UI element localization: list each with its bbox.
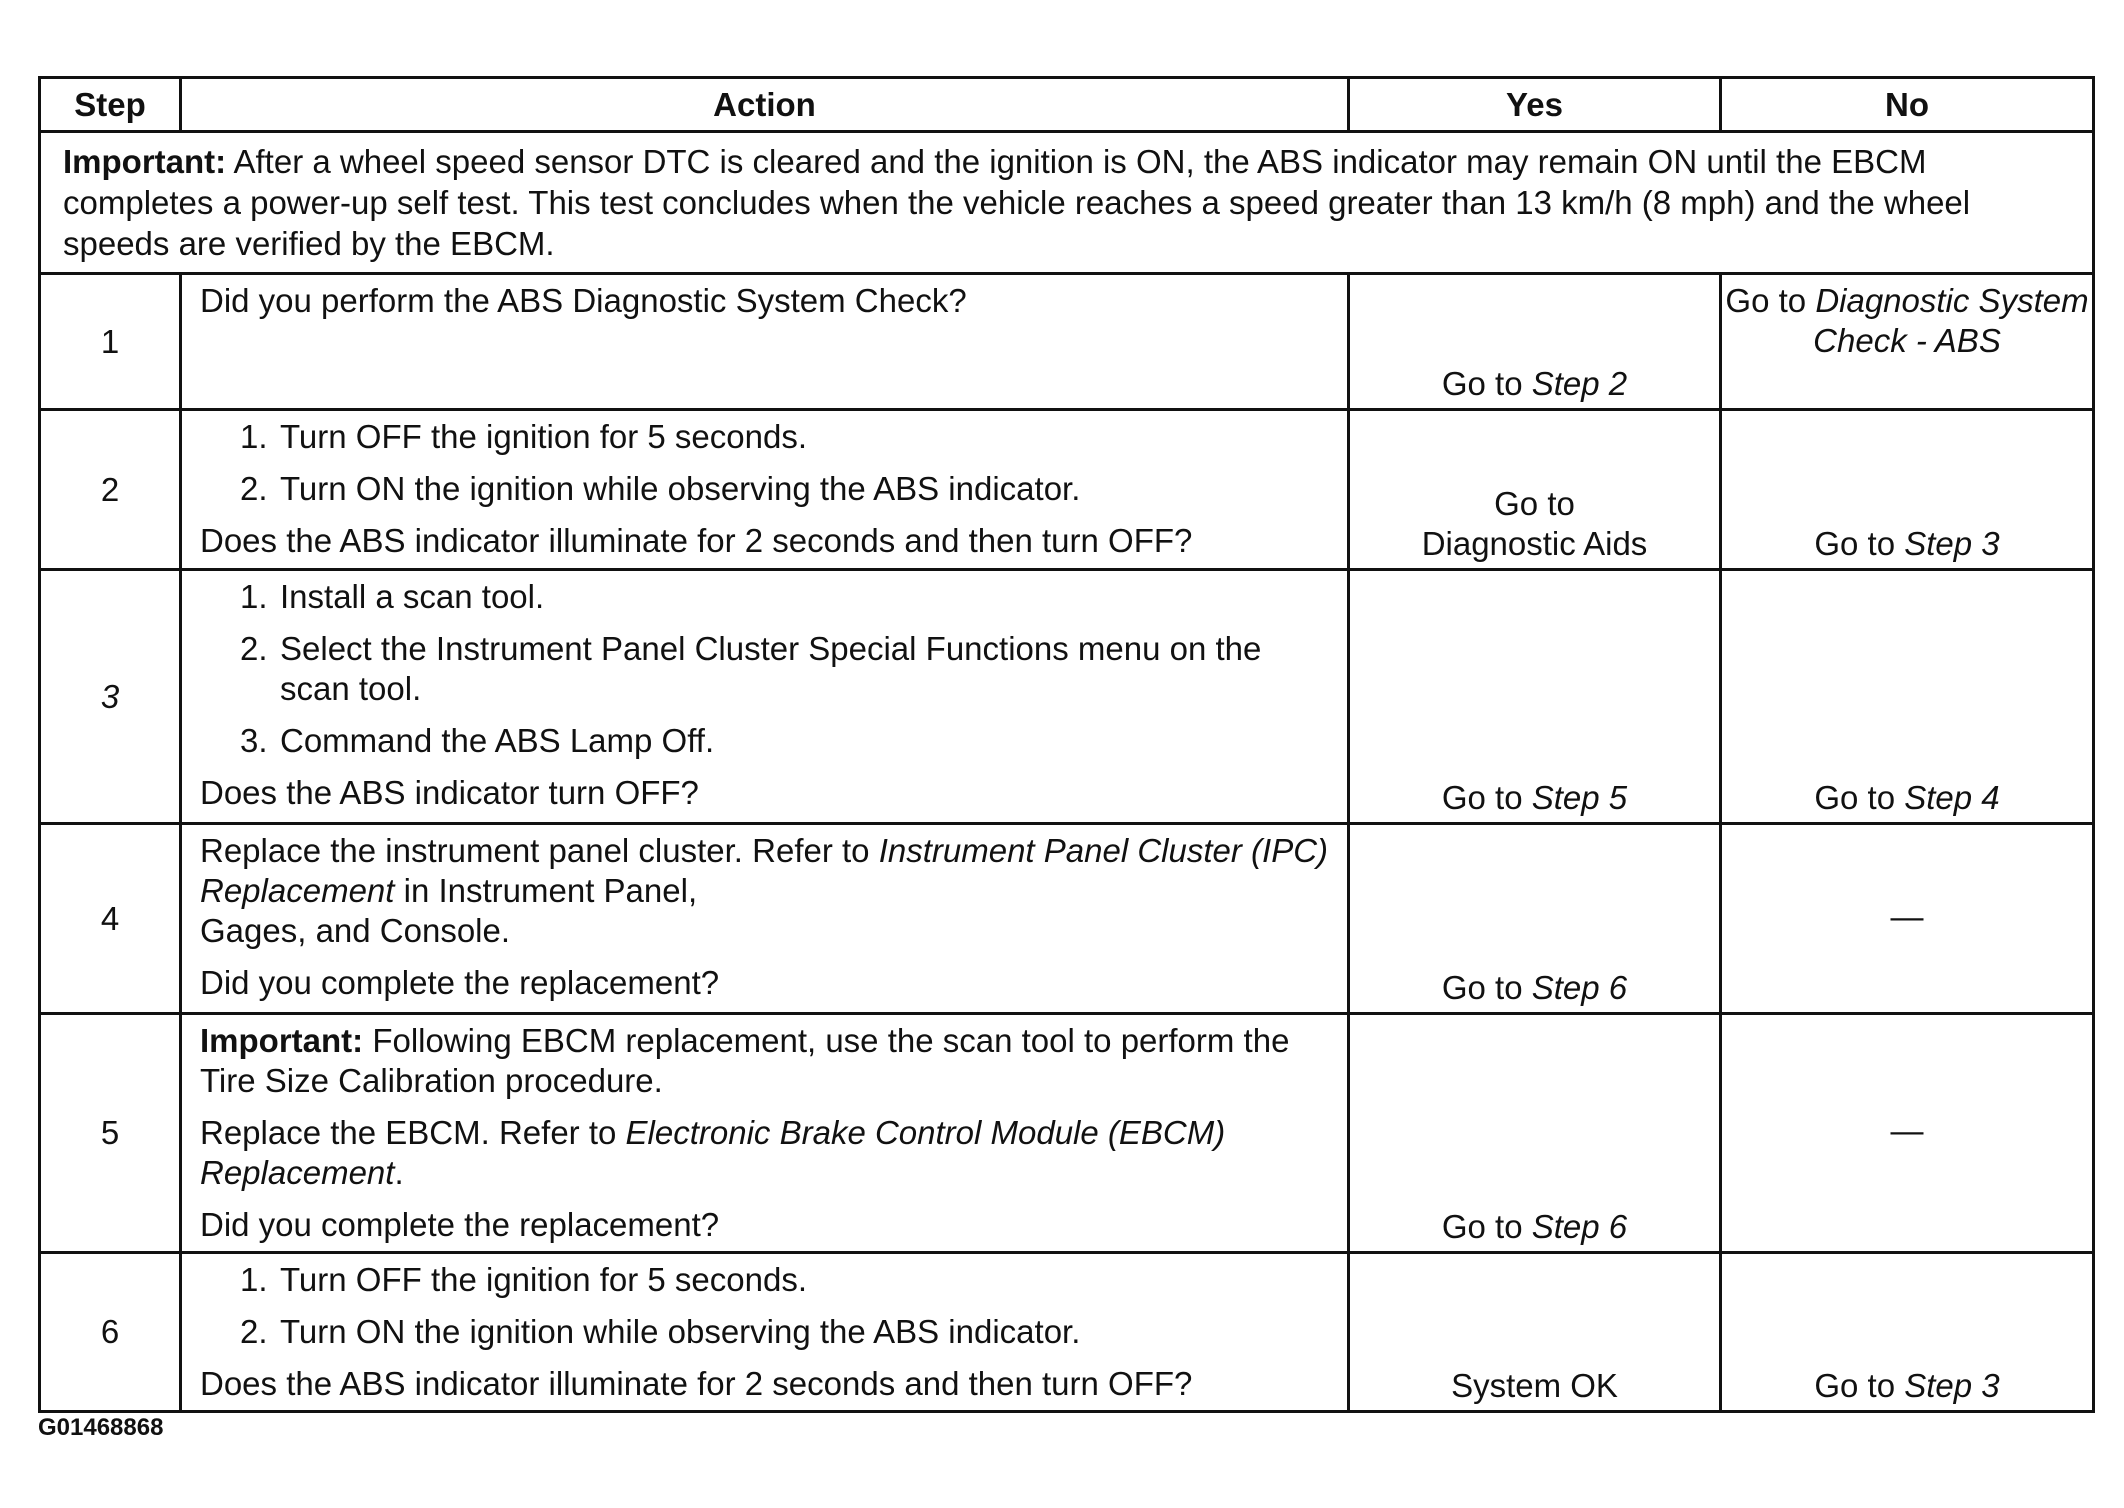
no-cell: —	[1721, 1014, 2094, 1253]
question-text: Did you complete the replacement?	[200, 1206, 720, 1243]
header-yes: Yes	[1349, 78, 1721, 132]
instruction-item: 1. Install a scan tool.	[240, 578, 545, 615]
instruction-item: 2. Turn ON the ignition while observing the ABS indicator.	[240, 470, 1081, 507]
action-cell	[181, 570, 1349, 824]
question-text: Does the ABS indicator illuminate for 2 seconds and then turn OFF?	[200, 1365, 1193, 1402]
instruction-item: 1. Turn OFF the ignition for 5 seconds.	[240, 418, 808, 455]
yes-link[interactable]: Step 5	[1531, 779, 1628, 816]
yes-prefix: Go to	[1441, 1208, 1532, 1245]
header-step: Step	[40, 78, 181, 132]
yes-prefix: Go to	[1441, 969, 1532, 1006]
instruction-item: 1. Turn OFF the ignition for 5 seconds.	[240, 1261, 808, 1298]
instruction-list	[200, 417, 1329, 509]
yes-cell	[1349, 570, 1721, 824]
yes-cell	[1349, 274, 1721, 410]
table-row	[40, 1014, 2094, 1253]
yes-cell: Go to Diagnostic Aids	[1349, 410, 1721, 570]
instruction-item: 3. Command the ABS Lamp Off.	[240, 722, 715, 759]
action-cell	[181, 824, 1349, 1014]
no-prefix: Go to	[1814, 1367, 1905, 1404]
no-cell	[1721, 410, 2094, 570]
yes-link[interactable]: Step 2	[1531, 365, 1628, 402]
no-cell	[1721, 1253, 2094, 1412]
question-text: Did you perform the ABS Diagnostic System Check?	[200, 282, 967, 319]
yes-prefix: Go to	[1441, 365, 1532, 402]
step-number: 1	[40, 274, 181, 410]
no-cell: —	[1721, 824, 2094, 1014]
header-action: Action	[181, 78, 1349, 132]
table-row	[40, 274, 2094, 410]
action-cell	[181, 410, 1349, 570]
header-no: No	[1721, 78, 2094, 132]
yes-link[interactable]: Step 6	[1531, 1208, 1628, 1245]
no-link[interactable]: Diagnostic System Check - ABS	[1813, 282, 2089, 359]
important-note: Important: Following EBCM replacement, use the scan tool to perform the Tire Size Calibration procedure.	[200, 1022, 1290, 1099]
instruction-item: 2. Select the Instrument Panel Cluster Special Functions menu on the scan tool.	[240, 630, 1262, 707]
step-number: 3	[40, 570, 181, 824]
table-row	[40, 570, 2094, 824]
step-number: 4	[40, 824, 181, 1014]
instruction-text: Replace the EBCM. Refer to Electronic Brake Control Module (EBCM) Replacement.	[200, 1114, 1226, 1191]
no-prefix: Go to	[1814, 525, 1905, 562]
no-cell	[1721, 570, 2094, 824]
instruction-text: Replace the instrument panel cluster. Refer to Instrument Panel Cluster (IPC) Replacement in Instrument Panel, Gages, and Console.	[200, 832, 1329, 949]
table-row	[40, 1253, 2094, 1412]
instruction-list	[200, 577, 1329, 761]
question-text: Did you complete the replacement?	[200, 964, 720, 1001]
no-prefix: Go to	[1725, 282, 1816, 319]
header-row	[40, 78, 2094, 132]
diagnostic-table	[38, 76, 2095, 1413]
question-text: Does the ABS indicator turn OFF?	[200, 774, 699, 811]
reference-link[interactable]: Electronic Brake Control Module (EBCM) Replacement	[200, 1114, 1226, 1191]
figure-code: G01468868	[38, 1414, 164, 1441]
yes-cell: System OK	[1349, 1253, 1721, 1412]
no-link[interactable]: Step 4	[1904, 779, 2000, 816]
yes-link[interactable]: Step 6	[1531, 969, 1628, 1006]
no-link[interactable]: Step 3	[1904, 1367, 2000, 1404]
yes-link[interactable]: Diagnostic Aids	[1421, 525, 1648, 562]
no-cell	[1721, 274, 2094, 410]
yes-cell	[1349, 1014, 1721, 1253]
no-link[interactable]: Step 3	[1904, 525, 2000, 562]
question-text: Does the ABS indicator illuminate for 2 seconds and then turn OFF?	[200, 522, 1193, 559]
important-text: After a wheel speed sensor DTC is cleared and the ignition is ON, the ABS indicator may remain ON until the EBCM completes a power-up self test. This test concludes when the vehicle reaches a speed greater than 13 km/h (8 mph) and the wheel speeds are verified by the EBCM.	[63, 143, 1971, 262]
important-note-row	[40, 132, 2094, 274]
yes-cell	[1349, 824, 1721, 1014]
important-label: Important:	[200, 1022, 364, 1059]
table-row	[40, 824, 2094, 1014]
step-number: 6	[40, 1253, 181, 1412]
action-cell	[181, 274, 1349, 410]
action-cell	[181, 1014, 1349, 1253]
no-prefix: Go to	[1814, 779, 1905, 816]
action-cell	[181, 1253, 1349, 1412]
step-number: 5	[40, 1014, 181, 1253]
yes-prefix: Go to	[1441, 779, 1532, 816]
step-number: 2	[40, 410, 181, 570]
important-note	[40, 132, 2094, 274]
instruction-list	[200, 1260, 1329, 1352]
table-row	[40, 410, 2094, 570]
instruction-item: 2. Turn ON the ignition while observing the ABS indicator.	[240, 1313, 1081, 1350]
reference-link[interactable]: Instrument Panel Cluster (IPC) Replacement	[200, 832, 1329, 909]
important-label: Important:	[63, 143, 227, 180]
